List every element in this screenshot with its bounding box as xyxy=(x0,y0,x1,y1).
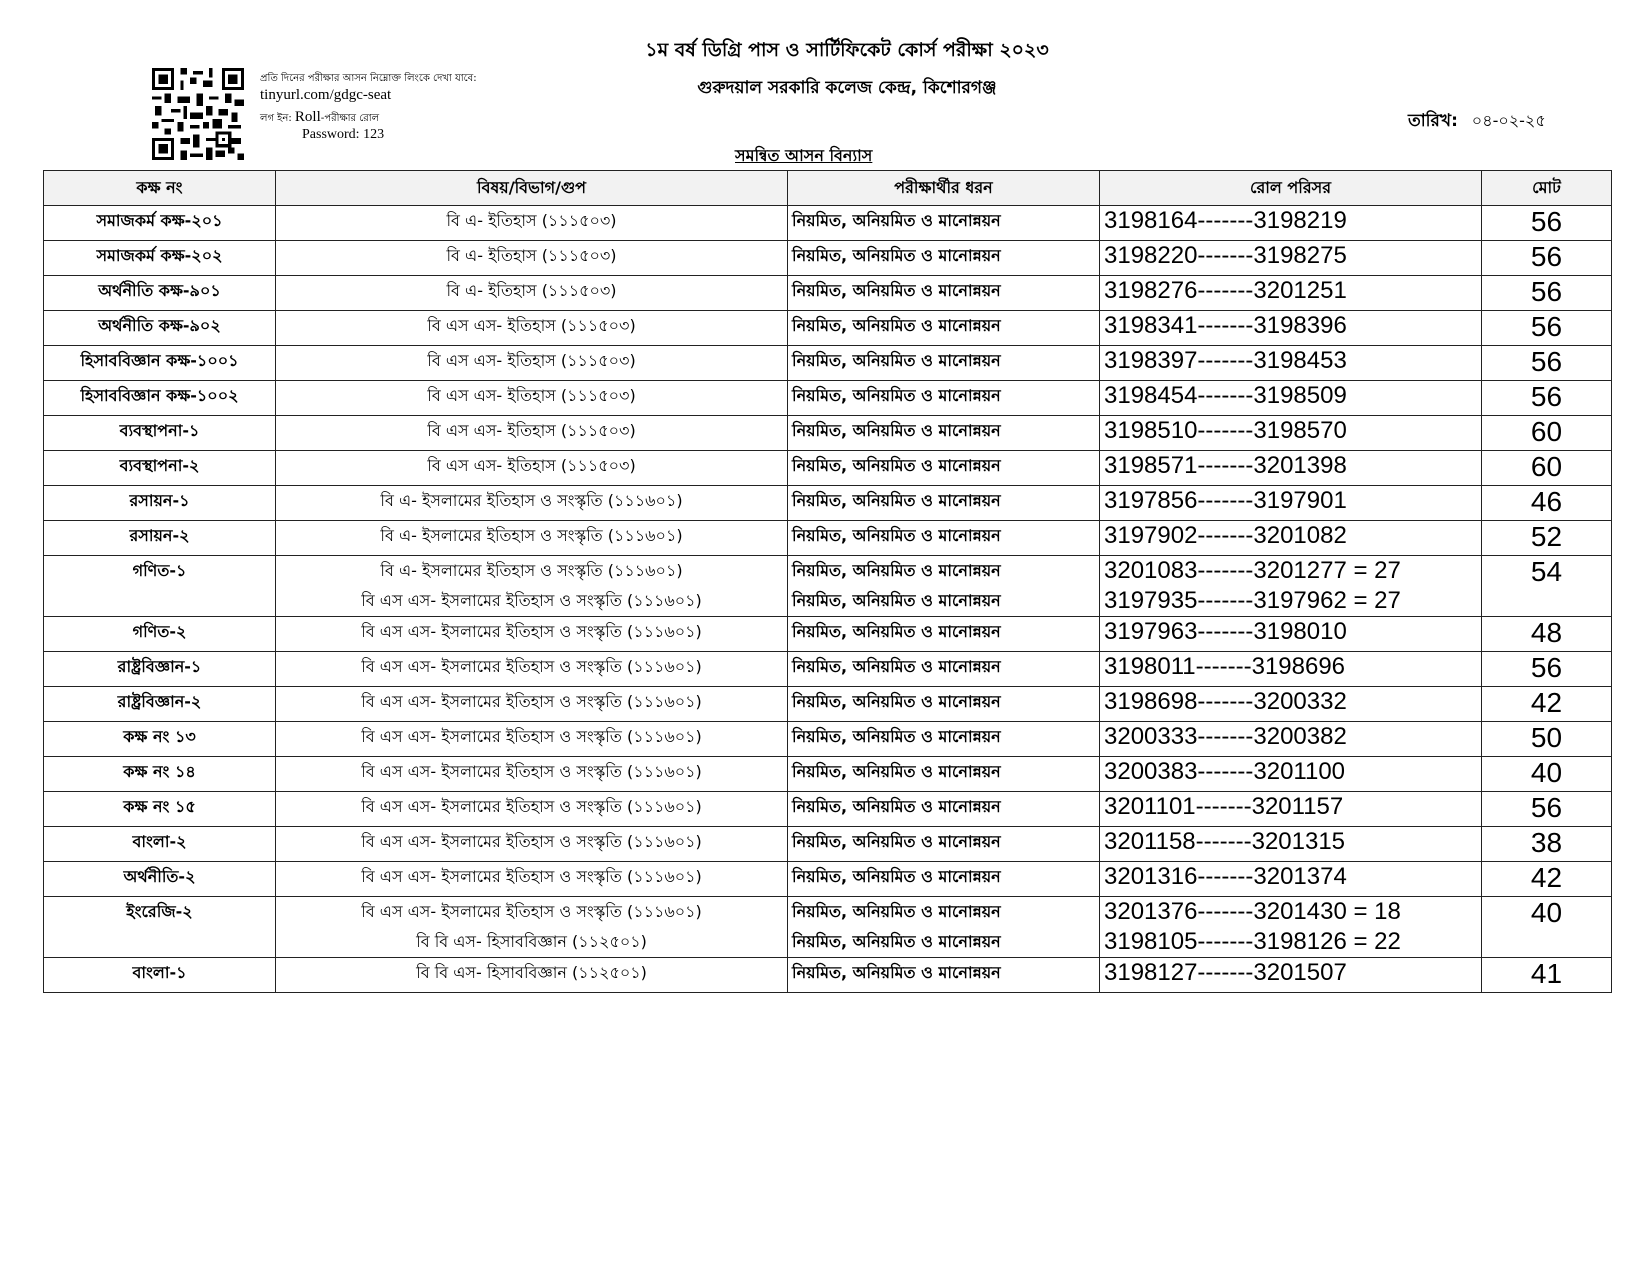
header-roll-range: রোল পরিসর xyxy=(1100,171,1482,206)
room-name: ইংরেজি-২ xyxy=(126,902,193,921)
subject-name: বি এস এস- ইতিহাস (১১১৫০৩) xyxy=(427,351,636,370)
examinee-type: নিয়মিত, অনিয়মিত ও মানোন্নয়ন xyxy=(792,932,1001,951)
examinee-type-cell xyxy=(788,792,1100,827)
subject-name: বি এস এস- ইসলামের ইতিহাস ও সংস্কৃতি (১১১৬০১) xyxy=(361,727,702,746)
total-count: 56 xyxy=(1530,652,1563,683)
table-row xyxy=(44,346,1612,381)
subject-cell xyxy=(276,958,788,993)
roll-range-cell xyxy=(1100,897,1482,958)
subject-cell xyxy=(276,311,788,346)
total-count: 56 xyxy=(1530,346,1563,377)
subject-cell xyxy=(276,206,788,241)
total-count: 60 xyxy=(1530,416,1563,447)
total-count: 56 xyxy=(1530,381,1563,412)
total-count: 56 xyxy=(1530,311,1563,342)
examinee-type-cell xyxy=(788,757,1100,792)
total-cell xyxy=(1482,241,1612,276)
room-name: সমাজকর্ম কক্ষ-২০২ xyxy=(96,246,223,265)
roll-range: 3198011-------3198696 xyxy=(1104,653,1346,680)
room-name: বাংলা-২ xyxy=(132,832,187,851)
roll-range: 3201376-------3201430 = 18 xyxy=(1104,898,1401,925)
examinee-type-cell xyxy=(788,652,1100,687)
subject-name: বি এস এস- ইসলামের ইতিহাস ও সংস্কৃতি (১১১৬০১) xyxy=(361,867,702,886)
total-cell xyxy=(1482,617,1612,652)
examinee-type: নিয়মিত, অনিয়মিত ও মানোন্নয়ন xyxy=(792,762,1001,781)
table-row xyxy=(44,276,1612,311)
examinee-type-cell xyxy=(788,722,1100,757)
table-row xyxy=(44,416,1612,451)
subject-name: বি এস এস- ইসলামের ইতিহাস ও সংস্কৃতি (১১১৬০১) xyxy=(361,591,702,610)
table-row xyxy=(44,521,1612,556)
room-cell xyxy=(44,722,276,757)
examinee-type: নিয়মিত, অনিয়মিত ও মানোন্নয়ন xyxy=(792,456,1001,475)
room-name: কক্ষ নং ১৩ xyxy=(123,727,196,746)
subject-cell xyxy=(276,687,788,722)
roll-range-cell xyxy=(1100,862,1482,897)
subject-name: বি বি এস- হিসাববিজ্ঞান (১১২৫০১) xyxy=(416,963,647,982)
examinee-type-cell xyxy=(788,241,1100,276)
total-count: 56 xyxy=(1530,276,1563,307)
roll-range: 3198698-------3200332 xyxy=(1104,688,1347,715)
table-row xyxy=(44,722,1612,757)
examinee-type-cell xyxy=(788,556,1100,617)
total-count: 48 xyxy=(1530,617,1563,648)
date-label: তারিখ: xyxy=(1408,111,1458,131)
examinee-type: নিয়মিত, অনিয়মিত ও মানোন্নয়ন xyxy=(792,421,1001,440)
roll-range: 3198105-------3198126 = 22 xyxy=(1104,928,1401,955)
table-row xyxy=(44,792,1612,827)
total-cell xyxy=(1482,652,1612,687)
total-count: 56 xyxy=(1530,241,1563,272)
table-row xyxy=(44,958,1612,993)
subject-cell xyxy=(276,827,788,862)
roll-range: 3198510-------3198570 xyxy=(1104,417,1347,444)
roll-range: 3198571-------3201398 xyxy=(1104,452,1347,479)
roll-range: 3200333-------3200382 xyxy=(1104,723,1347,750)
examinee-type: নিয়মিত, অনিয়মিত ও মানোন্নয়ন xyxy=(792,832,1001,851)
total-cell xyxy=(1482,862,1612,897)
room-cell xyxy=(44,687,276,722)
subject-cell xyxy=(276,617,788,652)
subject-cell xyxy=(276,722,788,757)
subject-name: বি এস এস- ইসলামের ইতিহাস ও সংস্কৃতি (১১১৬০১) xyxy=(361,657,702,676)
subject-name: বি এ- ইতিহাস (১১১৫০৩) xyxy=(446,281,617,300)
room-cell xyxy=(44,206,276,241)
examinee-type-cell xyxy=(788,827,1100,862)
qr-instruction-text: প্রতি দিনের পরীক্ষার আসন নিম্নোক্ত লিংকে দেখা যাবে: xyxy=(260,73,477,84)
examinee-type-cell xyxy=(788,521,1100,556)
examinee-type: নিয়মিত, অনিয়মিত ও মানোন্নয়ন xyxy=(792,561,1001,580)
room-name: হিসাববিজ্ঞান কক্ষ-১০০২ xyxy=(80,386,239,405)
subject-name: বি এস এস- ইসলামের ইতিহাস ও সংস্কৃতি (১১১৬০১) xyxy=(361,692,702,711)
subject-name: বি এস এস- ইতিহাস (১১১৫০৩) xyxy=(427,421,636,440)
table-caption: সমন্বিত আসন বিন্যাস xyxy=(735,146,873,165)
table-row xyxy=(44,757,1612,792)
examinee-type-cell xyxy=(788,486,1100,521)
roll-range: 3201158-------3201315 xyxy=(1104,828,1346,855)
table-row xyxy=(44,381,1612,416)
header-examinee-type: পরীক্ষার্থীর ধরন xyxy=(788,171,1100,206)
subject-cell xyxy=(276,346,788,381)
room-name: হিসাববিজ্ঞান কক্ষ-১০০১ xyxy=(80,351,239,370)
subject-cell xyxy=(276,862,788,897)
header-room: কক্ষ নং xyxy=(44,171,276,206)
examinee-type-cell xyxy=(788,451,1100,486)
total-count: 52 xyxy=(1530,521,1563,552)
room-name: রাষ্ট্রবিজ্ঞান-২ xyxy=(117,692,202,711)
subject-cell xyxy=(276,486,788,521)
room-name: অর্থনীতি কক্ষ-৯০২ xyxy=(98,316,221,335)
document-title: ১ম বর্ষ ডিগ্রি পাস ও সার্টিফিকেট কোর্স পরীক্ষা ২০২৩ xyxy=(645,39,1049,61)
total-count: 54 xyxy=(1530,556,1563,587)
examinee-type: নিয়মিত, অনিয়মিত ও মানোন্নয়ন xyxy=(792,281,1001,300)
subject-cell xyxy=(276,381,788,416)
total-cell xyxy=(1482,416,1612,451)
room-cell xyxy=(44,827,276,862)
login-info xyxy=(260,109,379,128)
examinee-type-cell xyxy=(788,687,1100,722)
subject-cell xyxy=(276,652,788,687)
roll-range: 3201101-------3201157 xyxy=(1104,793,1344,820)
room-cell xyxy=(44,792,276,827)
roll-range-cell xyxy=(1100,687,1482,722)
room-name: ব্যবস্থাপনা-১ xyxy=(119,421,200,440)
subject-name: বি এস এস- ইসলামের ইতিহাস ও সংস্কৃতি (১১১৬০১) xyxy=(361,902,702,921)
roll-range: 3197935-------3197962 = 27 xyxy=(1104,587,1401,614)
examinee-type: নিয়মিত, অনিয়মিত ও মানোন্নয়ন xyxy=(792,491,1001,510)
total-count: 50 xyxy=(1530,722,1563,753)
seat-plan-link[interactable]: tinyurl.com/gdgc-seat xyxy=(260,87,392,103)
table-row xyxy=(44,652,1612,687)
table-row xyxy=(44,486,1612,521)
roll-range: 3198127-------3201507 xyxy=(1104,959,1347,986)
subject-cell xyxy=(276,521,788,556)
room-name: গণিত-১ xyxy=(132,561,187,580)
exam-center-name: গুরুদয়াল সরকারি কলেজ কেন্দ্র, কিশোরগঞ্জ xyxy=(697,78,997,98)
roll-range-cell xyxy=(1100,617,1482,652)
room-cell xyxy=(44,897,276,958)
roll-range: 3198220-------3198275 xyxy=(1104,242,1347,269)
room-cell xyxy=(44,416,276,451)
total-count: 46 xyxy=(1530,486,1563,517)
total-cell xyxy=(1482,827,1612,862)
examinee-type: নিয়মিত, অনিয়মিত ও মানোন্নয়ন xyxy=(792,622,1001,641)
subject-name: বি এ- ইতিহাস (১১১৫০৩) xyxy=(446,211,617,230)
room-cell xyxy=(44,276,276,311)
total-cell xyxy=(1482,451,1612,486)
roll-range: 3198341-------3198396 xyxy=(1104,312,1347,339)
subject-name: বি এস এস- ইতিহাস (১১১৫০৩) xyxy=(427,456,636,475)
roll-range: 3197856-------3197901 xyxy=(1104,487,1347,514)
subject-cell xyxy=(276,792,788,827)
total-count: 42 xyxy=(1530,862,1563,893)
room-cell xyxy=(44,757,276,792)
room-cell xyxy=(44,617,276,652)
total-cell xyxy=(1482,556,1612,617)
examinee-type: নিয়মিত, অনিয়মিত ও মানোন্নয়ন xyxy=(792,386,1001,405)
table-row xyxy=(44,206,1612,241)
examinee-type-cell xyxy=(788,897,1100,958)
examinee-type-cell xyxy=(788,311,1100,346)
examinee-type-cell xyxy=(788,381,1100,416)
date-value: ০৪-০২-২৫ xyxy=(1471,111,1546,130)
room-cell xyxy=(44,346,276,381)
subject-name: বি এস এস- ইসলামের ইতিহাস ও সংস্কৃতি (১১১৬০১) xyxy=(361,622,702,641)
total-cell xyxy=(1482,521,1612,556)
subject-cell xyxy=(276,897,788,958)
roll-range-cell xyxy=(1100,381,1482,416)
total-count: 40 xyxy=(1530,757,1563,788)
subject-cell xyxy=(276,276,788,311)
subject-name: বি এ- ইতিহাস (১১১৫০৩) xyxy=(446,246,617,265)
total-count: 60 xyxy=(1530,451,1563,482)
total-cell xyxy=(1482,687,1612,722)
examinee-type: নিয়মিত, অনিয়মিত ও মানোন্নয়ন xyxy=(792,902,1001,921)
table-row xyxy=(44,311,1612,346)
subject-name: বি বি এস- হিসাববিজ্ঞান (১১২৫০১) xyxy=(416,932,647,951)
examinee-type-cell xyxy=(788,276,1100,311)
room-cell xyxy=(44,652,276,687)
examinee-type: নিয়মিত, অনিয়মিত ও মানোন্নয়ন xyxy=(792,246,1001,265)
room-name: গণিত-২ xyxy=(132,622,187,641)
total-count: 42 xyxy=(1530,687,1563,718)
total-count: 56 xyxy=(1530,206,1563,237)
room-name: সমাজকর্ম কক্ষ-২০১ xyxy=(96,211,223,230)
table-row xyxy=(44,687,1612,722)
examinee-type: নিয়মিত, অনিয়মিত ও মানোন্নয়ন xyxy=(792,591,1001,610)
roll-range: 3201316-------3201374 xyxy=(1104,863,1347,890)
room-name: ব্যবস্থাপনা-২ xyxy=(119,456,200,475)
roll-range-cell xyxy=(1100,416,1482,451)
table-row xyxy=(44,241,1612,276)
roll-range: 3198454-------3198509 xyxy=(1104,382,1347,409)
room-cell xyxy=(44,556,276,617)
subject-name: বি এস এস- ইসলামের ইতিহাস ও সংস্কৃতি (১১১৬০১) xyxy=(361,762,702,781)
room-cell xyxy=(44,241,276,276)
roll-range-cell xyxy=(1100,206,1482,241)
room-name: কক্ষ নং ১৫ xyxy=(123,797,196,816)
roll-range-cell xyxy=(1100,722,1482,757)
exam-date xyxy=(1408,108,1546,136)
seat-plan-table xyxy=(43,170,1612,993)
table-body xyxy=(44,206,1612,993)
room-cell xyxy=(44,381,276,416)
room-cell xyxy=(44,486,276,521)
subject-name: বি এস এস- ইতিহাস (১১১৫০৩) xyxy=(427,386,636,405)
roll-range: 3197963-------3198010 xyxy=(1104,618,1347,645)
subject-name: বি এ- ইসলামের ইতিহাস ও সংস্কৃতি (১১১৬০১) xyxy=(380,561,683,580)
room-cell xyxy=(44,862,276,897)
login-label: লগ ইন: xyxy=(260,113,292,124)
room-cell xyxy=(44,958,276,993)
table-row xyxy=(44,556,1612,617)
roll-range: 3197902-------3201082 xyxy=(1104,522,1347,549)
roll-range-cell xyxy=(1100,652,1482,687)
table-header-row xyxy=(44,171,1612,206)
password-label: Password: xyxy=(302,127,360,142)
room-name: রসায়ন-১ xyxy=(129,491,190,510)
roll-range-cell xyxy=(1100,451,1482,486)
subject-name: বি এস এস- ইতিহাস (১১১৫০৩) xyxy=(427,316,636,335)
room-name: অর্থনীতি-২ xyxy=(123,867,196,886)
total-count: 41 xyxy=(1530,958,1563,989)
total-cell xyxy=(1482,381,1612,416)
table-row xyxy=(44,451,1612,486)
room-name: বাংলা-১ xyxy=(132,963,187,982)
total-cell xyxy=(1482,722,1612,757)
total-cell xyxy=(1482,792,1612,827)
total-cell xyxy=(1482,311,1612,346)
subject-cell xyxy=(276,416,788,451)
header-total: মোট xyxy=(1482,171,1612,206)
total-cell xyxy=(1482,486,1612,521)
total-cell xyxy=(1482,958,1612,993)
examinee-type-cell xyxy=(788,862,1100,897)
roll-range-cell xyxy=(1100,521,1482,556)
subject-cell xyxy=(276,556,788,617)
examinee-type-cell xyxy=(788,206,1100,241)
roll-range: 3201083-------3201277 = 27 xyxy=(1104,557,1401,584)
roll-range-cell xyxy=(1100,958,1482,993)
room-name: রসায়ন-২ xyxy=(129,526,190,545)
examinee-type: নিয়মিত, অনিয়মিত ও মানোন্নয়ন xyxy=(792,316,1001,335)
roll-range: 3198164-------3198219 xyxy=(1104,207,1347,234)
roll-range-cell xyxy=(1100,276,1482,311)
qr-code-icon xyxy=(152,68,244,160)
examinee-type-cell xyxy=(788,346,1100,381)
examinee-type: নিয়মিত, অনিয়মিত ও মানোন্নয়ন xyxy=(792,797,1001,816)
roll-range-cell xyxy=(1100,792,1482,827)
examinee-type: নিয়মিত, অনিয়মিত ও মানোন্নয়ন xyxy=(792,867,1001,886)
table-row xyxy=(44,897,1612,958)
table-row xyxy=(44,862,1612,897)
room-cell xyxy=(44,311,276,346)
total-cell xyxy=(1482,757,1612,792)
roll-range: 3198397-------3198453 xyxy=(1104,347,1347,374)
subject-name: বি এস এস- ইসলামের ইতিহাস ও সংস্কৃতি (১১১৬০১) xyxy=(361,797,702,816)
total-cell xyxy=(1482,206,1612,241)
total-count: 56 xyxy=(1530,792,1563,823)
examinee-type: নিয়মিত, অনিয়মিত ও মানোন্নয়ন xyxy=(792,963,1001,982)
roll-range: 3200383-------3201100 xyxy=(1104,758,1346,785)
total-cell xyxy=(1482,346,1612,381)
roll-range-cell xyxy=(1100,827,1482,862)
roll-range-cell xyxy=(1100,556,1482,617)
roll-range-cell xyxy=(1100,241,1482,276)
room-cell xyxy=(44,451,276,486)
login-value: Roll xyxy=(294,109,321,125)
room-name: রাষ্ট্রবিজ্ঞান-১ xyxy=(117,657,202,676)
room-name: অর্থনীতি কক্ষ-৯০১ xyxy=(98,281,221,300)
roll-range: 3198276-------3201251 xyxy=(1104,277,1347,304)
subject-cell xyxy=(276,241,788,276)
room-cell xyxy=(44,521,276,556)
password-value: 123 xyxy=(363,127,385,142)
roll-range-cell xyxy=(1100,486,1482,521)
total-cell xyxy=(1482,897,1612,958)
room-name: কক্ষ নং ১৪ xyxy=(123,762,196,781)
roll-range-cell xyxy=(1100,346,1482,381)
total-count: 40 xyxy=(1530,897,1563,928)
examinee-type: নিয়মিত, অনিয়মিত ও মানোন্নয়ন xyxy=(792,526,1001,545)
roll-range-cell xyxy=(1100,311,1482,346)
subject-cell xyxy=(276,451,788,486)
subject-name: বি এস এস- ইসলামের ইতিহাস ও সংস্কৃতি (১১১৬০১) xyxy=(361,832,702,851)
examinee-type-cell xyxy=(788,958,1100,993)
password-info xyxy=(302,127,384,143)
roll-range-cell xyxy=(1100,757,1482,792)
header-subject: বিষয়/বিভাগ/গুপ xyxy=(276,171,788,206)
examinee-type-cell xyxy=(788,617,1100,652)
examinee-type: নিয়মিত, অনিয়মিত ও মানোন্নয়ন xyxy=(792,211,1001,230)
subject-name: বি এ- ইসলামের ইতিহাস ও সংস্কৃতি (১১১৬০১) xyxy=(380,526,683,545)
table-row xyxy=(44,827,1612,862)
examinee-type: নিয়মিত, অনিয়মিত ও মানোন্নয়ন xyxy=(792,727,1001,746)
total-cell xyxy=(1482,276,1612,311)
examinee-type: নিয়মিত, অনিয়মিত ও মানোন্নয়ন xyxy=(792,692,1001,711)
login-suffix: -পরীক্ষার রোল xyxy=(320,113,380,124)
examinee-type-cell xyxy=(788,416,1100,451)
total-count: 38 xyxy=(1530,827,1563,858)
subject-name: বি এ- ইসলামের ইতিহাস ও সংস্কৃতি (১১১৬০১) xyxy=(380,491,683,510)
table-row xyxy=(44,617,1612,652)
subject-cell xyxy=(276,757,788,792)
examinee-type: নিয়মিত, অনিয়মিত ও মানোন্নয়ন xyxy=(792,657,1001,676)
examinee-type: নিয়মিত, অনিয়মিত ও মানোন্নয়ন xyxy=(792,351,1001,370)
